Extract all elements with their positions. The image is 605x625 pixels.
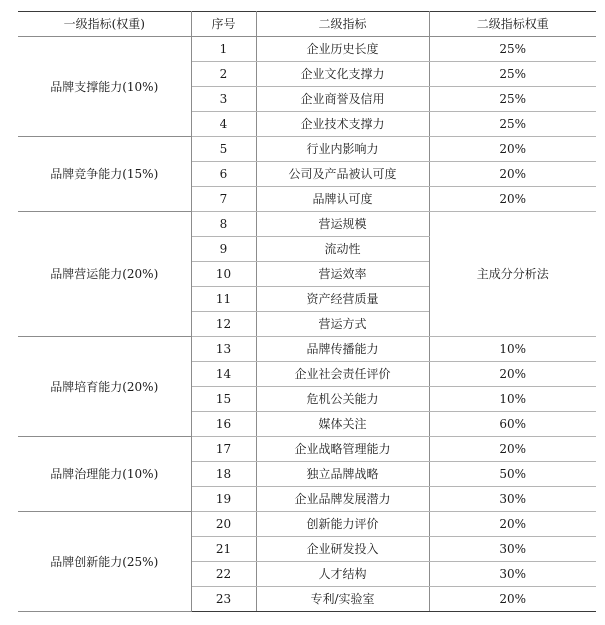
weight-cell: 20% bbox=[429, 512, 596, 537]
method-cell: 主成分分析法 bbox=[429, 212, 596, 337]
weight-cell: 30% bbox=[429, 562, 596, 587]
table-header bbox=[18, 12, 596, 37]
seq-cell: 3 bbox=[191, 87, 256, 112]
seq-cell: 13 bbox=[191, 337, 256, 362]
weight-cell: 10% bbox=[429, 337, 596, 362]
level2-indicator: 企业技术支撑力 bbox=[256, 112, 429, 137]
level2-indicator: 企业商誉及信用 bbox=[256, 87, 429, 112]
seq-cell: 18 bbox=[191, 462, 256, 487]
level2-indicator: 企业社会责任评价 bbox=[256, 362, 429, 387]
weight-cell: 20% bbox=[429, 162, 596, 187]
seq-cell: 6 bbox=[191, 162, 256, 187]
level1-indicator: 品牌治理能力(10%) bbox=[18, 437, 191, 512]
table-body bbox=[18, 37, 596, 612]
indicator-table-container bbox=[18, 11, 596, 612]
seq-cell: 16 bbox=[191, 412, 256, 437]
level1-indicator: 品牌竞争能力(15%) bbox=[18, 137, 191, 212]
seq-cell: 8 bbox=[191, 212, 256, 237]
table-row bbox=[18, 212, 596, 237]
level2-indicator: 营运方式 bbox=[256, 312, 429, 337]
weight-cell: 20% bbox=[429, 362, 596, 387]
seq-cell: 20 bbox=[191, 512, 256, 537]
level2-indicator: 企业研发投入 bbox=[256, 537, 429, 562]
level2-indicator: 专利/实验室 bbox=[256, 587, 429, 612]
seq-cell: 7 bbox=[191, 187, 256, 212]
weight-cell: 20% bbox=[429, 137, 596, 162]
weight-cell: 25% bbox=[429, 87, 596, 112]
level2-indicator: 企业品牌发展潜力 bbox=[256, 487, 429, 512]
weight-cell: 20% bbox=[429, 437, 596, 462]
seq-cell: 22 bbox=[191, 562, 256, 587]
seq-cell: 19 bbox=[191, 487, 256, 512]
level2-indicator: 行业内影响力 bbox=[256, 137, 429, 162]
header-level2: 二级指标 bbox=[256, 12, 429, 37]
level2-indicator: 企业历史长度 bbox=[256, 37, 429, 62]
weight-cell: 20% bbox=[429, 587, 596, 612]
level2-indicator: 营运规模 bbox=[256, 212, 429, 237]
seq-cell: 23 bbox=[191, 587, 256, 612]
table-row bbox=[18, 337, 596, 362]
table-row bbox=[18, 37, 596, 62]
table-row bbox=[18, 512, 596, 537]
header-weight: 二级指标权重 bbox=[429, 12, 596, 37]
weight-cell: 30% bbox=[429, 537, 596, 562]
seq-cell: 14 bbox=[191, 362, 256, 387]
level2-indicator: 企业文化支撑力 bbox=[256, 62, 429, 87]
seq-cell: 5 bbox=[191, 137, 256, 162]
seq-cell: 2 bbox=[191, 62, 256, 87]
level2-indicator: 营运效率 bbox=[256, 262, 429, 287]
weight-cell: 25% bbox=[429, 37, 596, 62]
level2-indicator: 媒体关注 bbox=[256, 412, 429, 437]
seq-cell: 12 bbox=[191, 312, 256, 337]
level1-indicator: 品牌支撑能力(10%) bbox=[18, 37, 191, 137]
level2-indicator: 独立品牌战略 bbox=[256, 462, 429, 487]
seq-cell: 10 bbox=[191, 262, 256, 287]
seq-cell: 17 bbox=[191, 437, 256, 462]
weight-cell: 25% bbox=[429, 112, 596, 137]
level2-indicator: 危机公关能力 bbox=[256, 387, 429, 412]
level2-indicator: 资产经营质量 bbox=[256, 287, 429, 312]
weight-cell: 25% bbox=[429, 62, 596, 87]
level2-indicator: 创新能力评价 bbox=[256, 512, 429, 537]
seq-cell: 11 bbox=[191, 287, 256, 312]
seq-cell: 9 bbox=[191, 237, 256, 262]
level2-indicator: 人才结构 bbox=[256, 562, 429, 587]
weight-cell: 20% bbox=[429, 187, 596, 212]
level1-indicator: 品牌培育能力(20%) bbox=[18, 337, 191, 437]
level2-indicator: 企业战略管理能力 bbox=[256, 437, 429, 462]
header-row bbox=[18, 12, 596, 37]
seq-cell: 4 bbox=[191, 112, 256, 137]
level1-indicator: 品牌创新能力(25%) bbox=[18, 512, 191, 612]
seq-cell: 15 bbox=[191, 387, 256, 412]
indicator-table bbox=[18, 11, 596, 612]
header-seq: 序号 bbox=[191, 12, 256, 37]
seq-cell: 1 bbox=[191, 37, 256, 62]
table-row bbox=[18, 137, 596, 162]
table-row bbox=[18, 437, 596, 462]
weight-cell: 60% bbox=[429, 412, 596, 437]
weight-cell: 50% bbox=[429, 462, 596, 487]
level2-indicator: 流动性 bbox=[256, 237, 429, 262]
weight-cell: 10% bbox=[429, 387, 596, 412]
weight-cell: 30% bbox=[429, 487, 596, 512]
level2-indicator: 品牌传播能力 bbox=[256, 337, 429, 362]
level1-indicator: 品牌营运能力(20%) bbox=[18, 212, 191, 337]
level2-indicator: 品牌认可度 bbox=[256, 187, 429, 212]
header-level1: 一级指标(权重) bbox=[18, 12, 191, 37]
level2-indicator: 公司及产品被认可度 bbox=[256, 162, 429, 187]
seq-cell: 21 bbox=[191, 537, 256, 562]
